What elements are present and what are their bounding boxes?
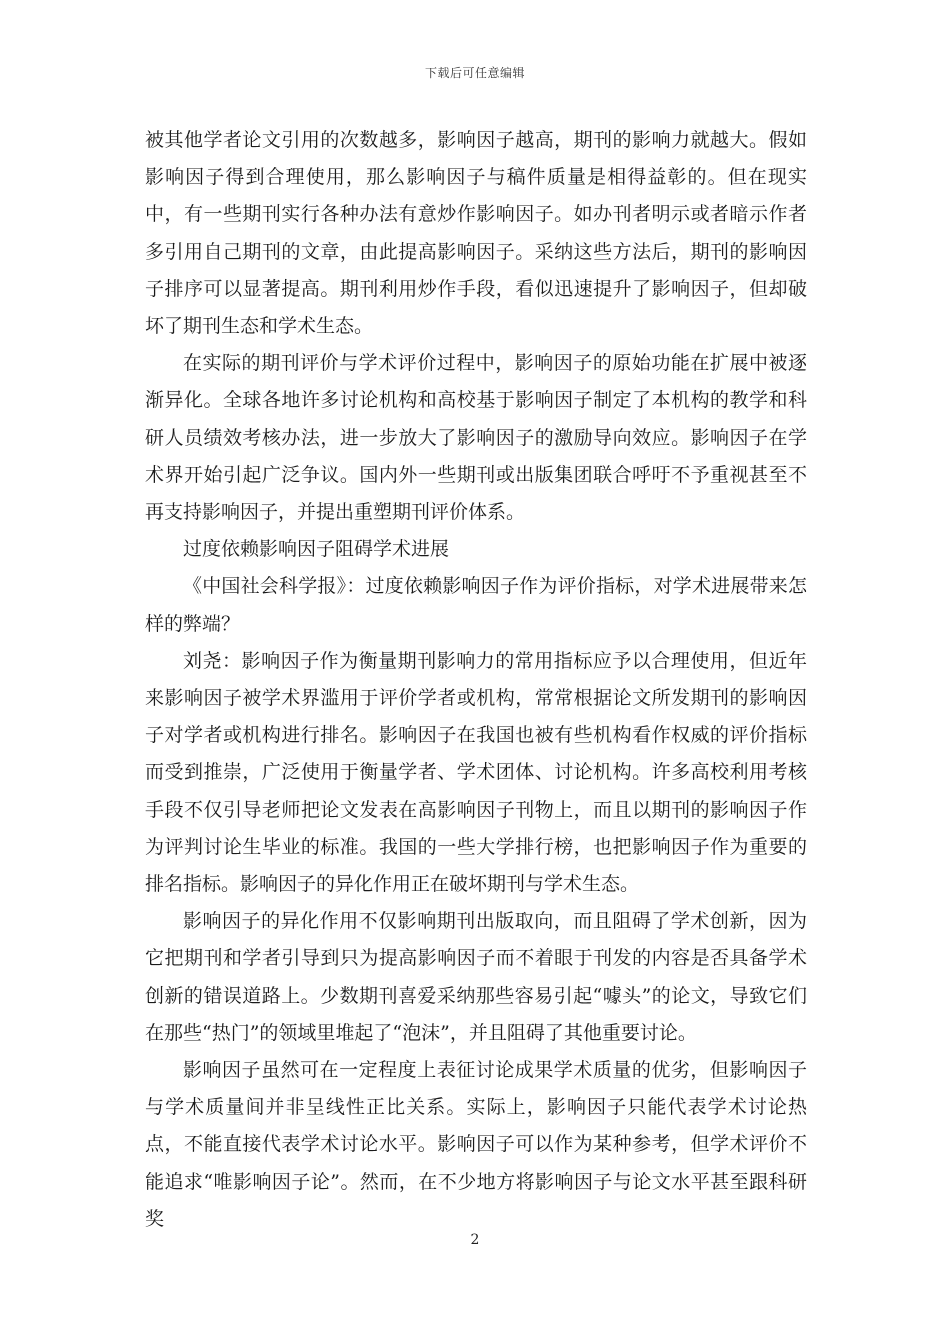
paragraph-answer-2: 影响因子的异化作用不仅影响期刊出版取向，而且阻碍了学术创新，因为它把期刊和学者引导到只为提高影响因子而不着眼于刊发的内容是否具备学术创新的错误道路上。少数期刊喜爱采纳那些容易引起“噱头”的论文，导致它们在那些“热门”的领域里堆起了“泡沫”，并且阻碍了其他重要讨论。	[145, 910, 807, 1044]
paragraph-2: 在实际的期刊评价与学术评价过程中，影响因子的原始功能在扩展中被逐渐异化。全球各地许多讨论机构和高校基于影响因子制定了本机构的教学和科研人员绩效考核办法，进一步放大了影响因子的激励导向效应。影响因子在学术界开始引起广泛争议。国内外一些期刊或出版集团联合呼吁不予重视甚至不再支持影响因子，并提出重塑期刊评价体系。	[145, 352, 807, 524]
page-header: 下载后可任意编辑	[424, 66, 525, 80]
section-heading: 过度依赖影响因子阻碍学术进展	[183, 538, 450, 561]
paragraph-answer-3: 影响因子虽然可在一定程度上表征讨论成果学术质量的优劣，但影响因子与学术质量间并非呈线性正比关系。实际上，影响因子只能代表学术讨论热点，不能直接代表学术讨论水平。影响因子可以作为某种参考，但学术评价不能追求“唯影响因子论”。然而，在不少地方将影响因子与论文水平甚至跟科研奖	[145, 1059, 807, 1230]
interview-question: 《中国社会科学报》：过度依赖影响因子作为评价指标，对学术进展带来怎样的弊端？	[145, 575, 807, 635]
document-body	[145, 122, 807, 1238]
paragraph-1: 被其他学者论文引用的次数越多，影响因子越高，期刊的影响力就越大。假如影响因子得到合理使用，那么影响因子与稿件质量是相得益彰的。但在现实中，有一些期刊实行各种办法有意炒作影响因子。如办刊者明示或者暗示作者多引用自己期刊的文章，由此提高影响因子。采纳这些方法后，期刊的影响因子排序可以显著提高。期刊利用炒作手段，看似迅速提升了影响因子，但却破坏了期刊生态和学术生态。	[145, 129, 807, 338]
paragraph-answer-1: 刘尧：影响因子作为衡量期刊影响力的常用指标应予以合理使用，但近年来影响因子被学术界滥用于评价学者或机构，常常根据论文所发期刊的影响因子对学者或机构进行排名。影响因子在我国也被有些机构看作权威的评价指标而受到推崇，广泛使用于衡量学者、学术团体、讨论机构。许多高校利用考核手段不仅引导老师把论文发表在高影响因子刊物上，而且以期刊的影响因子作为评判讨论生毕业的标准。我国的一些大学排行榜，也把影响因子作为重要的排名指标。影响因子的异化作用正在破坏期刊与学术生态。	[145, 649, 807, 896]
page-number: 2	[470, 1232, 480, 1248]
